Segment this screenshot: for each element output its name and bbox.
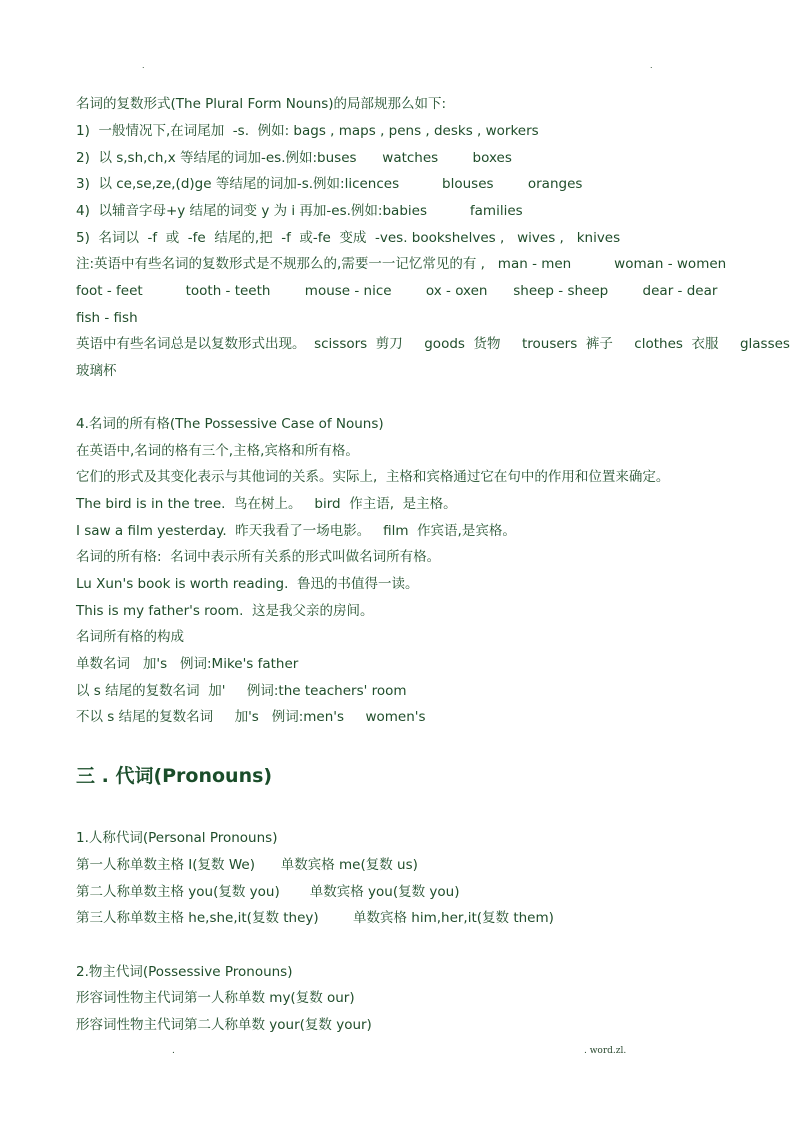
text-line: 名词的复数形式(The Plural Form Nouns)的局部规那么如下:	[76, 96, 447, 112]
text-line: 第一人称单数主格 I(复数 We) 单数宾格 me(复数 us)	[76, 857, 418, 873]
text-line: 不以 s 结尾的复数名词 加's 例词:men's women's	[76, 709, 426, 725]
text-line: The bird is in the tree. 鸟在树上。 bird 作主语, 是主格。	[76, 496, 457, 512]
section-heading: 三 . 代词(Pronouns)	[76, 765, 273, 787]
text-line: 在英语中,名词的格有三个,主格,宾格和所有格。	[76, 443, 359, 459]
text-line: 它们的形式及其变化表示与其他词的关系。实际上, 主格和宾格通过它在句中的作用和位置来确定。	[76, 469, 670, 485]
text-line: 注:英语中有些名词的复数形式是不规那么的,需要一一记忆常见的有 , man - men woman - women	[76, 256, 727, 272]
text-line: 名词所有格的构成	[76, 629, 184, 645]
text-line: Lu Xun's book is worth reading. 鲁迅的书值得一读。	[76, 576, 419, 592]
text-line: 2) 以 s,sh,ch,x 等结尾的词加-es.例如:buses watches boxes	[76, 150, 512, 166]
subsection-title: 4.名词的所有格(The Possessive Case of Nouns)	[76, 416, 384, 432]
text-line: foot - feet tooth - teeth mouse - nice ox - oxen sheep - sheep dear - dear	[76, 283, 718, 299]
text-line: 1) 一般情况下,在词尾加 -s. 例如: bags , maps , pens , desks , workers	[76, 123, 539, 139]
subsection-title: 1.人称代词(Personal Pronouns)	[76, 830, 278, 846]
header-dot-left: .	[142, 60, 145, 70]
text-line: fish - fish	[76, 310, 138, 326]
text-line: I saw a film yesterday. 昨天我看了一场电影。 film 作宾语,是宾格。	[76, 523, 516, 539]
text-line: This is my father's room. 这是我父亲的房间。	[76, 603, 374, 619]
text-line: 3) 以 ce,se,ze,(d)ge 等结尾的词加-s.例如:licences blouses oranges	[76, 176, 583, 192]
header-dot-right: .	[650, 60, 653, 70]
text-line: 5) 名词以 -f 或 -fe 结尾的,把 -f 或-fe 变成 -ves. bookshelves , wives , knives	[76, 230, 621, 246]
subsection-title: 2.物主代词(Possessive Pronouns)	[76, 964, 293, 980]
text-line: 以 s 结尾的复数名词 加' 例词:the teachers' room	[76, 683, 407, 699]
text-line: 形容词性物主代词第二人称单数 your(复数 your)	[76, 1017, 372, 1033]
text-line: 名词的所有格: 名词中表示所有关系的形式叫做名词所有格。	[76, 549, 441, 565]
text-line: 第三人称单数主格 he,she,it(复数 they) 单数宾格 him,her,it(复数 them)	[76, 910, 554, 926]
footer-watermark: . word.zl.	[584, 1046, 627, 1056]
footer-dot: .	[172, 1046, 175, 1056]
text-line: 4) 以辅音字母+y 结尾的词变 y 为 i 再加-es.例如:babies families	[76, 203, 523, 219]
text-line: 第二人称单数主格 you(复数 you) 单数宾格 you(复数 you)	[76, 884, 460, 900]
text-line: 单数名词 加's 例词:Mike's father	[76, 656, 299, 672]
text-line: 形容词性物主代词第一人称单数 my(复数 our)	[76, 990, 355, 1006]
text-line: 英语中有些名词总是以复数形式出现。 scissors 剪刀 goods 货物 trousers 裤子 clothes 衣服 glasses	[76, 336, 790, 352]
text-line: 玻璃杯	[76, 363, 117, 379]
